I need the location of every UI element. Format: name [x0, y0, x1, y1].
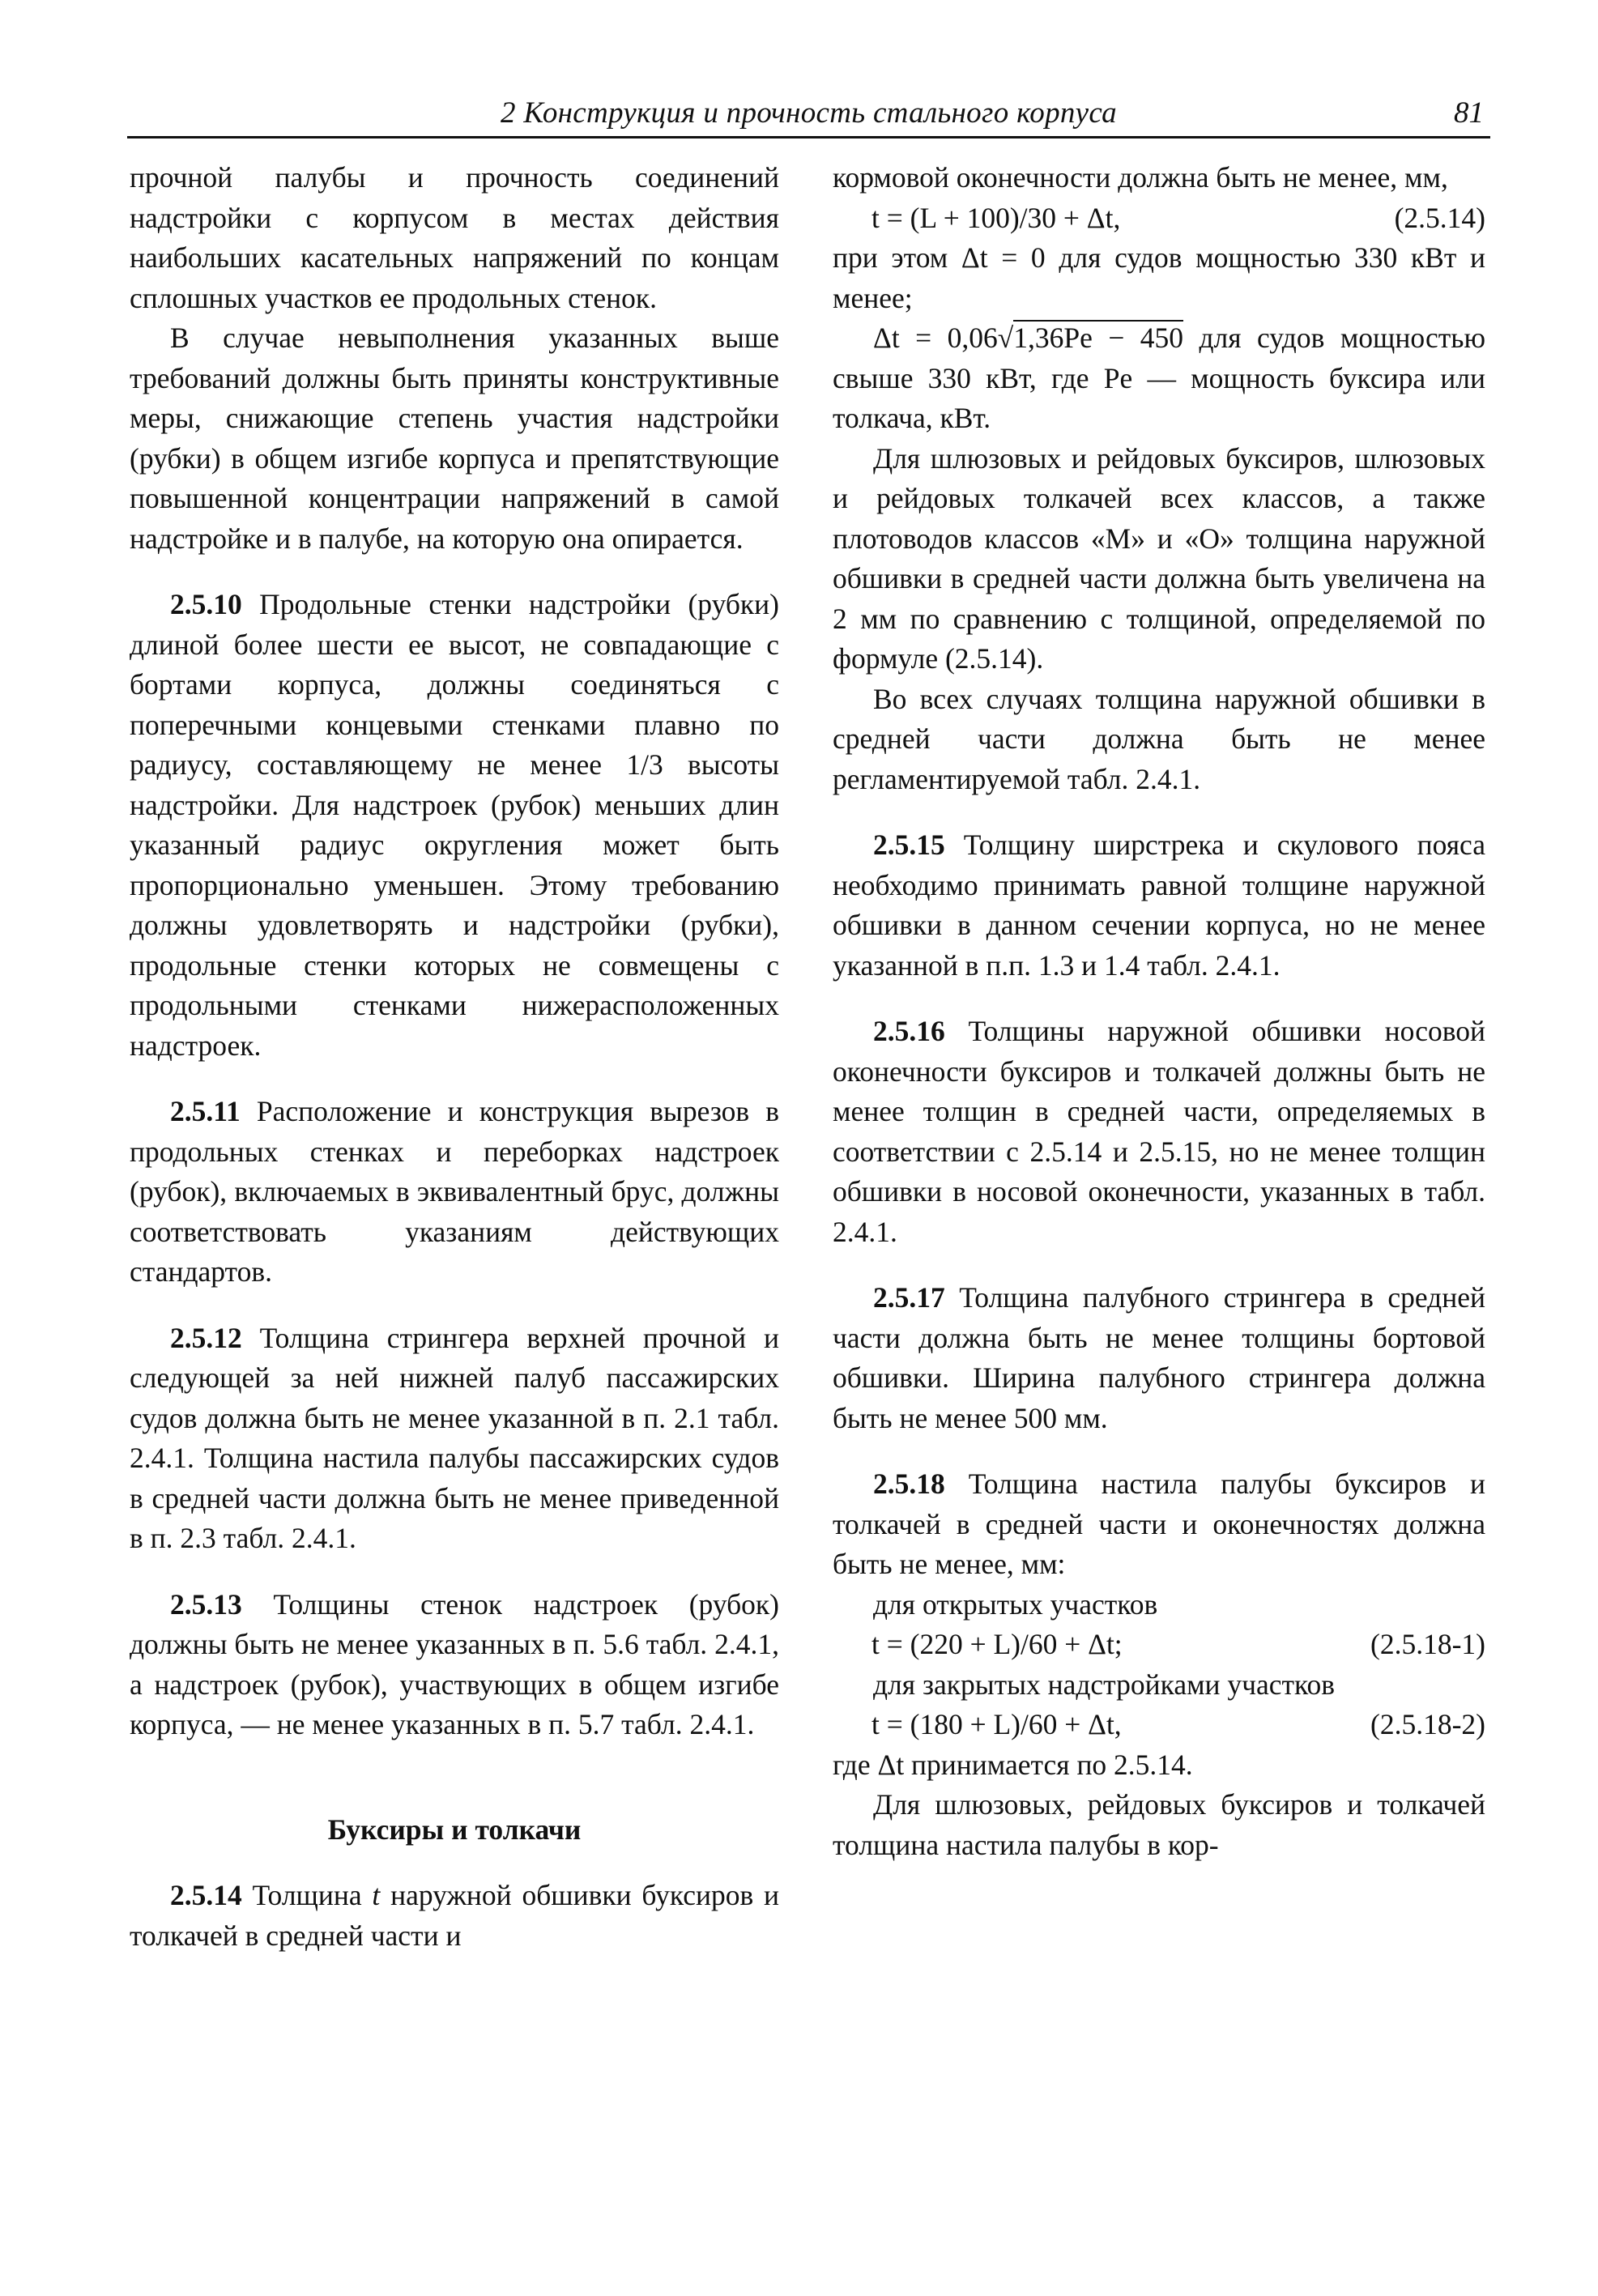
clause-2-5-18 [833, 1464, 1485, 1585]
clause-number: 2.5.11 [170, 1095, 241, 1127]
left-column [130, 158, 779, 1956]
clause-text: Толщина [252, 1879, 373, 1911]
paragraph-where: где Δt принимается по 2.5.14. [833, 1748, 1193, 1781]
clause-text: Расположение и конструкция вырезов в продольных стенках и переборках надстроек (рубок), включаемых в эквивалентный брус, должны соответствовать указаниям действующих стандартов. [130, 1095, 780, 1288]
paragraph-condition: при этом Δt = 0 для судов мощностью 330 кВт и менее; [833, 241, 1485, 314]
clause-2-5-10 [130, 585, 779, 1066]
open-areas-label: для открытых участков [873, 1587, 1158, 1621]
formula-delta-post: для судов мощностью свыше 330 кВт, где Pe — мощность буксира или толкача, кВт. [833, 322, 1485, 434]
clause-text: Толщина палубного стрингера в средней части должна быть не менее толщины бортовой обшивки. Ширина палубного стрингера должна быть не менее 500 мм. [833, 1281, 1485, 1434]
clause-text: Толщина настила палубы буксиров и толкачей в средней части и оконечностях должна быть не менее, мм: [833, 1467, 1485, 1580]
clause-2-5-16 [833, 1012, 1485, 1252]
formula-2-5-18-2 [833, 1705, 1485, 1745]
paragraph-continuation: кормовой оконечности должна быть не менее, мм, [833, 161, 1448, 194]
clause-number: 2.5.12 [170, 1321, 242, 1354]
right-column [833, 158, 1485, 1865]
clause-text: Толщины наружной обшивки носовой оконечности буксиров и толкачей должны быть не менее толщин в средней части, определяемых в соответствии с 2.5.14 и 2.5.15, но не менее толщин обшивки в носовой оконечности, указанных в табл. 2.4.1. [833, 1015, 1485, 1248]
clause-text: Толщины стенок надстроек (рубок) должны быть не менее указанных в п. 5.6 табл. 2.4.1, а надстроек (рубок), участвующих в общем изгибе корпуса, — не менее указанных в п. 5.7 табл. 2.4.1. [130, 1587, 779, 1740]
clause-text: Толщину ширстрека и скулового пояса необходимо принимать равной толщине наружной обшивки в данном сечении корпуса, но не менее указанной в п.п. 1.3 и 1.4 табл. 2.4.1. [833, 829, 1485, 982]
formula-expression: t = (220 + L)/60 + Δt; [871, 1628, 1123, 1660]
paragraph-all-cases: Во всех случаях толщина наружной обшивки в средней части должна быть не менее регламентируемой табл. 2.4.1. [833, 682, 1485, 795]
formula-2-5-18-1 [833, 1625, 1485, 1665]
formula-reference: (2.5.18-1) [1370, 1628, 1485, 1660]
running-header [127, 87, 1490, 138]
paragraph-shluz: Для шлюзовых и рейдовых буксиров, шлюзовых и рейдовых толкачей всех классов, а также плотоводов классов «М» и «О» толщина наружной обшивки в средней части должна быть увеличена на 2 мм по сравнению с толщиной, определяемой по формуле (2.5.14). [833, 441, 1485, 675]
clause-2-5-11 [130, 1092, 779, 1293]
clause-2-5-13 [130, 1585, 779, 1745]
clause-number: 2.5.18 [873, 1467, 945, 1500]
clause-2-5-17 [833, 1278, 1485, 1438]
formula-expression: t = (L + 100)/30 + Δt, [871, 201, 1121, 234]
formula-delta-pre: Δt = 0,06 [873, 322, 998, 354]
paragraph-last: Для шлюзовых, рейдовых буксиров и толкачей толщина настила палубы в кор- [833, 1788, 1485, 1861]
formula-2-5-14 [833, 198, 1485, 239]
sqrt-radicand: 1,36Pe − 450 [1013, 322, 1184, 354]
formula-reference: (2.5.18-2) [1370, 1708, 1485, 1740]
clause-text-cont: наружной обшивки буксиров и толкачей в средней части и [130, 1879, 779, 1952]
clause-2-5-14 [130, 1876, 779, 1956]
clause-number: 2.5.10 [170, 588, 242, 620]
formula-reference: (2.5.14) [1394, 201, 1485, 234]
sqrt-sign: √ [997, 322, 1014, 354]
paragraph-requirements: В случае невыполнения указанных выше требований должны быть приняты конструктивные меры, снижающие степень участия надстройки (рубки) в общем изгибе корпуса и препятствующие повышенной концентрации напряжений в самой надстройке и в палубе, на которую она опирается. [130, 322, 779, 555]
closed-areas-label: для закрытых надстройками участков [873, 1668, 1336, 1701]
clause-number: 2.5.15 [873, 829, 945, 861]
formula-expression: t = (180 + L)/60 + Δt, [871, 1708, 1122, 1740]
page-number: 81 [1454, 96, 1484, 130]
running-title: 2 Конструкция и прочность стального корпуса [501, 96, 1117, 130]
section-heading: Буксиры и толкачи [327, 1813, 582, 1846]
paragraph-continuation: прочной палубы и прочность соединений надстройки с корпусом в местах действия наибольших касательных напряжений по концам сплошных участков ее продольных стенок. [130, 161, 779, 314]
clause-2-5-12 [130, 1318, 779, 1559]
clause-number: 2.5.16 [873, 1015, 945, 1047]
formula-delta-t [833, 318, 1485, 439]
clause-number: 2.5.13 [170, 1587, 242, 1621]
clause-text: Толщина стрингера верхней прочной и следующей за ней нижней палуб пассажирских судов должна быть не менее указанной в п. 2.1 табл. 2.4.1. Толщина настила палубы пассажирских судов в средней части должна быть не менее приведенной в п. 2.3 табл. 2.4.1. [130, 1321, 779, 1554]
clause-number: 2.5.17 [873, 1281, 945, 1314]
variable-t: t [372, 1879, 381, 1911]
clause-number: 2.5.14 [170, 1879, 242, 1911]
clause-text: Продольные стенки надстройки (рубки) длиной более шести ее высот, не совпадающие с бортами корпуса, должны соединяться с поперечными концевыми стенками плавно по радиусу, составляющему не менее 1/3 высоты надстройки. Для надстроек (рубок) меньших длин указанный радиус округления может быть пропорционально уменьшен. Этому требованию должны удовлетворять и надстройки (рубки), продольные стенки которых не совмещены с продольными стенками нижерасположенных надстроек. [130, 588, 779, 1062]
clause-2-5-15 [833, 825, 1485, 986]
